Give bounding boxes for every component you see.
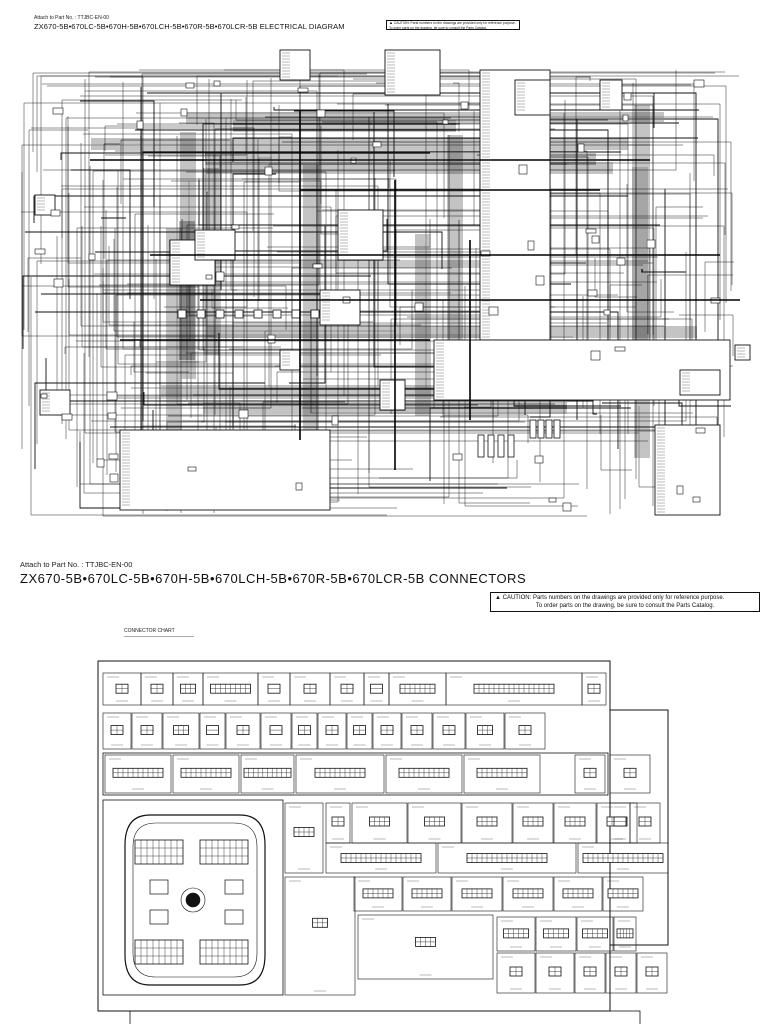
component-box [515,80,550,115]
wire [199,180,660,225]
relay-symbol [232,225,239,229]
wire [123,179,389,188]
connectors-title: ZX670-5B•670LC-5B•670H-5B•670LCH-5B•670R-5B•670LCR-5B CONNECTORS [20,571,527,586]
chart-outer-frame [130,1011,640,1024]
relay-symbol [41,394,47,398]
relay-symbol [268,335,275,343]
relay-symbol [254,310,262,318]
center-key [186,893,200,907]
relay-symbol [110,474,118,482]
chart-frames [98,661,668,1024]
relay-symbol [536,276,544,285]
sensor-symbol [478,435,484,457]
warning-icon: ▲ [495,595,503,601]
sensor-symbol [508,435,514,457]
relay-symbol [298,88,308,92]
relay-symbol [592,236,599,243]
relay-symbol [135,340,140,347]
chart-outer-frame [610,710,668,945]
connector-insert [150,880,168,894]
wire [705,262,734,332]
wire [642,269,686,272]
sensor-symbol [538,420,544,438]
connectors-caution-box [490,592,760,612]
diagram-caution-text: CAUTION: Parts numbers on the drawings are provided only for reference purpose. To order parts on the drawing, be sure to consult the Parts Catalog. [389,21,516,30]
relay-symbol [197,310,205,318]
relay-symbol [313,264,322,268]
relay-symbol [453,454,462,460]
relay-symbol [216,310,224,318]
wire [187,139,258,316]
connectors-caution-line-1: CAUTION: Parts numbers on the drawings are provided only for reference purpose. [502,595,725,601]
relay-symbol [235,310,243,318]
relay-symbol [107,392,117,400]
relay-symbol [188,467,196,471]
wire [104,144,120,259]
warning-icon: ▲ [389,20,393,25]
wire [453,83,459,132]
relay-symbol [53,108,63,114]
relay-symbol [332,416,338,425]
wire [601,415,632,470]
relay-symbol [265,167,272,175]
connector-cell [285,877,355,995]
relay-symbol [35,249,45,254]
relay-symbol [373,142,381,147]
relay-symbol [62,414,72,420]
relay-symbol [489,307,498,315]
sensor-symbol [546,420,552,438]
wire [233,138,698,162]
relay-symbol [109,454,118,459]
relay-symbol [311,310,319,318]
sensor-symbol [530,420,536,438]
wire [444,415,528,443]
wire [648,275,733,334]
wire [259,158,272,301]
component-box [338,210,383,260]
component-box [680,370,720,395]
relay-symbol [443,120,448,124]
relay-symbol [535,456,543,463]
diagram-caution-box [386,20,520,30]
connectors-caution-line-2: To order parts on the drawing, be sure to consult the Parts Catalog. [535,603,715,609]
relay-symbol [181,109,187,116]
wire [29,130,88,406]
chart-label-underline [124,636,194,637]
relay-symbol [617,258,625,265]
relay-symbol [647,240,655,248]
relay-symbol [292,310,300,318]
connector-insert [225,910,243,924]
wiring-diagram [0,40,768,530]
relay-symbol [415,303,423,311]
diagram-attach-label: Attach to Part No. : TTJBC-EN-00 [34,15,109,21]
relay-symbol [624,93,631,100]
wire [547,194,690,357]
wire [103,268,451,293]
connector-chart [0,655,768,1024]
wire [123,82,205,349]
relay-symbol [89,254,95,260]
relay-symbol [97,459,104,467]
wire [95,246,181,252]
relay-symbol [528,241,534,250]
relay-symbol [54,279,63,287]
wire [171,181,321,204]
wire [275,366,434,408]
relay-symbol [694,80,704,87]
relay-symbol [214,81,220,86]
relay-symbol [51,210,60,216]
relay-symbol [137,121,143,129]
relay-symbol [578,144,584,152]
relay-symbol [273,310,281,318]
relay-symbol [206,275,212,279]
connector-symbols [107,677,663,991]
relay-symbol [549,498,556,502]
sensor-symbol [498,435,504,457]
component-box [385,50,440,95]
component-box [120,430,330,510]
wire [28,258,81,332]
relay-symbol [677,486,683,494]
relay-symbol [623,115,628,121]
diagram-title: ZX670-5B•670LC-5B•670H-5B•670LCH-5B•670R-5B•670LCR-5B ELECTRICAL DIAGRAM [34,22,345,31]
connector-insert [150,910,168,924]
relay-symbol [317,110,325,117]
sensor-symbol [488,435,494,457]
relay-symbol [604,310,610,315]
connector-cell [285,803,323,873]
wire [221,93,376,290]
relay-symbol [108,413,116,419]
relay-symbol [216,272,224,281]
wire [576,77,591,255]
relay-symbol [696,428,705,433]
component-box [735,345,750,360]
wire [445,111,474,225]
relay-symbol [591,351,600,360]
relay-symbol [239,410,248,418]
relay-symbol [693,497,700,502]
connectors-attach-label: Attach to Part No. : TTJBC-EN-00 [20,560,133,569]
sensor-symbol [554,420,560,438]
connector-chart-label: CONNECTOR CHART [124,628,175,634]
relay-symbol [461,102,468,109]
relay-symbol [296,483,302,490]
relay-symbol [178,310,186,318]
wire [212,289,288,308]
connector-cell [358,915,493,979]
relay-symbol [615,347,625,351]
relay-symbol [586,229,596,233]
relay-symbol [186,83,194,88]
wire [42,84,694,181]
wire [525,218,703,322]
component-box [320,290,360,325]
wire [595,258,637,297]
wire [231,99,237,290]
connector-insert [225,880,243,894]
relay-symbol [563,503,571,511]
wire [203,124,460,283]
relay-symbol [519,165,527,174]
wire [140,137,141,194]
relay-symbol [588,290,597,296]
